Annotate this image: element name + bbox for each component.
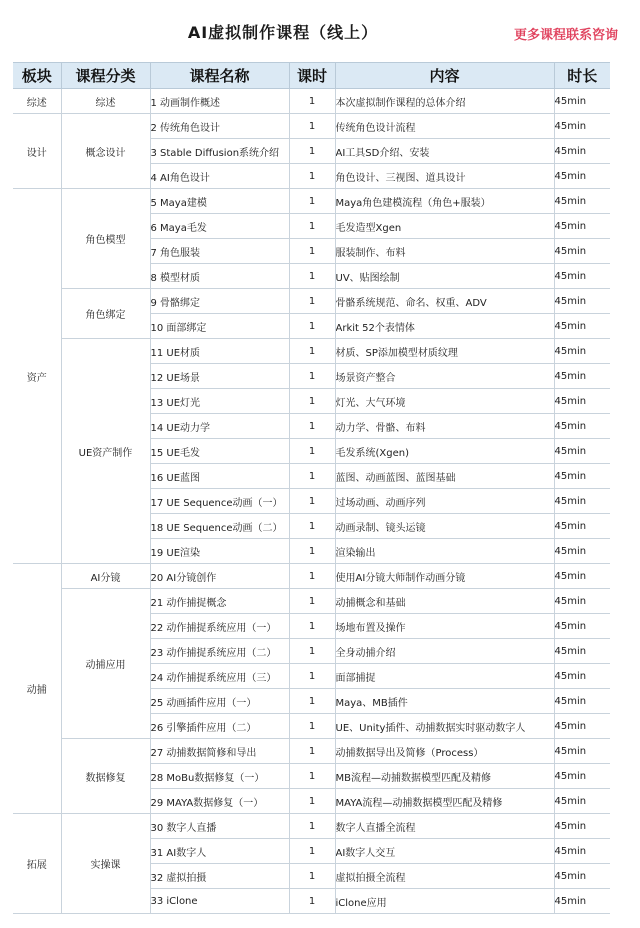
duration-cell: 45min — [554, 514, 610, 539]
content-cell: 灯光、大气环境 — [335, 389, 554, 414]
hours-cell: 1 — [289, 164, 335, 189]
course-name-cell: 13 UE灯光 — [150, 389, 289, 414]
table-row — [13, 339, 610, 364]
course-name-cell: 10 面部绑定 — [150, 314, 289, 339]
duration-cell: 45min — [554, 89, 610, 114]
table-row — [13, 114, 610, 139]
duration-cell: 45min — [554, 614, 610, 639]
course-name-cell: 1 动画制作概述 — [150, 89, 289, 114]
section-cell: 拓展 — [13, 814, 61, 914]
course-name-cell: 3 Stable Diffusion系统介绍 — [150, 139, 289, 164]
duration-cell: 45min — [554, 189, 610, 214]
content-cell: 动捕概念和基础 — [335, 589, 554, 614]
content-cell: 材质、SP添加模型材质纹理 — [335, 339, 554, 364]
hours-cell: 1 — [289, 414, 335, 439]
section-cell: 设计 — [13, 114, 61, 189]
header-hours: 课时 — [289, 63, 335, 89]
hours-cell: 1 — [289, 489, 335, 514]
content-cell: 毛发系统(Xgen) — [335, 439, 554, 464]
course-name-cell: 25 动画插件应用（一） — [150, 689, 289, 714]
course-name-cell: 31 AI数字人 — [150, 839, 289, 864]
category-cell: 数据修复 — [61, 739, 150, 814]
hours-cell: 1 — [289, 689, 335, 714]
hours-cell: 1 — [289, 364, 335, 389]
content-cell: MB流程—动捕数据模型匹配及精修 — [335, 764, 554, 789]
hours-cell: 1 — [289, 214, 335, 239]
content-cell: 本次虚拟制作课程的总体介绍 — [335, 89, 554, 114]
hours-cell: 1 — [289, 714, 335, 739]
duration-cell: 45min — [554, 339, 610, 364]
content-cell: UE、Unity插件、动捕数据实时驱动数字人 — [335, 714, 554, 739]
duration-cell: 45min — [554, 814, 610, 839]
content-cell: 虚拟拍摄全流程 — [335, 864, 554, 889]
hours-cell: 1 — [289, 239, 335, 264]
duration-cell: 45min — [554, 314, 610, 339]
hours-cell: 1 — [289, 614, 335, 639]
table-row — [13, 814, 610, 839]
content-cell: Maya、MB插件 — [335, 689, 554, 714]
course-name-cell: 23 动作捕捉系统应用（二） — [150, 639, 289, 664]
course-name-cell: 7 角色服装 — [150, 239, 289, 264]
course-name-cell: 24 动作捕捉系统应用（三） — [150, 664, 289, 689]
duration-cell: 45min — [554, 414, 610, 439]
content-cell: 毛发造型Xgen — [335, 214, 554, 239]
header-duration: 时长 — [554, 63, 610, 89]
hours-cell: 1 — [289, 264, 335, 289]
content-cell: 全身动捕介绍 — [335, 639, 554, 664]
duration-cell: 45min — [554, 714, 610, 739]
hours-cell: 1 — [289, 464, 335, 489]
duration-cell: 45min — [554, 114, 610, 139]
duration-cell: 45min — [554, 164, 610, 189]
table-row — [13, 89, 610, 114]
hours-cell: 1 — [289, 339, 335, 364]
content-cell: 过场动画、动画序列 — [335, 489, 554, 514]
duration-cell: 45min — [554, 739, 610, 764]
duration-cell: 45min — [554, 289, 610, 314]
hours-cell: 1 — [289, 289, 335, 314]
content-cell: 面部捕捉 — [335, 664, 554, 689]
category-cell: AI分镜 — [61, 564, 150, 589]
content-cell: iClone应用 — [335, 889, 554, 914]
course-name-cell: 32 虚拟拍摄 — [150, 864, 289, 889]
hours-cell: 1 — [289, 139, 335, 164]
course-name-cell: 8 模型材质 — [150, 264, 289, 289]
content-cell: Arkit 52个表情体 — [335, 314, 554, 339]
duration-cell: 45min — [554, 689, 610, 714]
course-table-body — [13, 89, 610, 914]
course-name-cell: 17 UE Sequence动画（一） — [150, 489, 289, 514]
course-name-cell: 6 Maya毛发 — [150, 214, 289, 239]
category-cell: 概念设计 — [61, 114, 150, 189]
duration-cell: 45min — [554, 214, 610, 239]
content-cell: 骨骼系统规范、命名、权重、ADV — [335, 289, 554, 314]
duration-cell: 45min — [554, 464, 610, 489]
header-course-name: 课程名称 — [150, 63, 289, 89]
table-header-row — [13, 63, 610, 89]
hours-cell: 1 — [289, 889, 335, 914]
header-content: 内容 — [335, 63, 554, 89]
content-cell: 数字人直播全流程 — [335, 814, 554, 839]
duration-cell: 45min — [554, 139, 610, 164]
content-cell: 场景资产整合 — [335, 364, 554, 389]
content-cell: 动画录制、镜头运镜 — [335, 514, 554, 539]
course-name-cell: 30 数字人直播 — [150, 814, 289, 839]
hours-cell: 1 — [289, 114, 335, 139]
header-section: 板块 — [13, 63, 61, 89]
duration-cell: 45min — [554, 364, 610, 389]
content-cell: 动捕数据导出及简修（Process） — [335, 739, 554, 764]
course-table — [13, 62, 610, 914]
section-cell: 资产 — [13, 189, 61, 564]
category-cell: 角色绑定 — [61, 289, 150, 339]
content-cell: 使用AI分镜大师制作动画分镜 — [335, 564, 554, 589]
table-row — [13, 564, 610, 589]
header-category: 课程分类 — [61, 63, 150, 89]
duration-cell: 45min — [554, 389, 610, 414]
category-cell: 综述 — [61, 89, 150, 114]
duration-cell: 45min — [554, 564, 610, 589]
course-name-cell: 14 UE动力学 — [150, 414, 289, 439]
course-name-cell: 2 传统角色设计 — [150, 114, 289, 139]
course-name-cell: 21 动作捕捉概念 — [150, 589, 289, 614]
duration-cell: 45min — [554, 489, 610, 514]
table-row — [13, 289, 610, 314]
course-name-cell: 33 iClone — [150, 889, 289, 914]
duration-cell: 45min — [554, 664, 610, 689]
course-name-cell: 9 骨骼绑定 — [150, 289, 289, 314]
table-row — [13, 589, 610, 614]
hours-cell: 1 — [289, 439, 335, 464]
hours-cell: 1 — [289, 189, 335, 214]
section-cell: 动捕 — [13, 564, 61, 814]
hours-cell: 1 — [289, 389, 335, 414]
course-name-cell: 22 动作捕捉系统应用（一） — [150, 614, 289, 639]
duration-cell: 45min — [554, 839, 610, 864]
hours-cell: 1 — [289, 739, 335, 764]
duration-cell: 45min — [554, 239, 610, 264]
hours-cell: 1 — [289, 839, 335, 864]
duration-cell: 45min — [554, 889, 610, 914]
page-title: AI虚拟制作课程（线上） — [187, 23, 379, 42]
hours-cell: 1 — [289, 764, 335, 789]
content-cell: 服装制作、布料 — [335, 239, 554, 264]
table-row — [13, 189, 610, 214]
duration-cell: 45min — [554, 639, 610, 664]
category-cell: 实操课 — [61, 814, 150, 914]
course-name-cell: 18 UE Sequence动画（二） — [150, 514, 289, 539]
hours-cell: 1 — [289, 664, 335, 689]
duration-cell: 45min — [554, 864, 610, 889]
content-cell: AI数字人交互 — [335, 839, 554, 864]
course-name-cell: 19 UE渲染 — [150, 539, 289, 564]
more-courses-link[interactable]: 更多课程联系咨询 — [513, 28, 618, 43]
course-name-cell: 28 MoBu数据修复（一） — [150, 764, 289, 789]
hours-cell: 1 — [289, 814, 335, 839]
category-cell: UE资产制作 — [61, 339, 150, 564]
course-name-cell: 12 UE场景 — [150, 364, 289, 389]
category-cell: 角色模型 — [61, 189, 150, 289]
content-cell: 场地布置及操作 — [335, 614, 554, 639]
duration-cell: 45min — [554, 589, 610, 614]
hours-cell: 1 — [289, 314, 335, 339]
course-name-cell: 15 UE毛发 — [150, 439, 289, 464]
duration-cell: 45min — [554, 764, 610, 789]
hours-cell: 1 — [289, 789, 335, 814]
course-name-cell: 27 动捕数据简修和导出 — [150, 739, 289, 764]
hours-cell: 1 — [289, 564, 335, 589]
content-cell: Maya角色建模流程（角色+服装） — [335, 189, 554, 214]
hours-cell: 1 — [289, 89, 335, 114]
hours-cell: 1 — [289, 639, 335, 664]
course-name-cell: 26 引擎插件应用（二） — [150, 714, 289, 739]
content-cell: AI工具SD介绍、安装 — [335, 139, 554, 164]
hours-cell: 1 — [289, 589, 335, 614]
hours-cell: 1 — [289, 539, 335, 564]
course-name-cell: 16 UE蓝图 — [150, 464, 289, 489]
content-cell: 蓝图、动画蓝图、蓝图基础 — [335, 464, 554, 489]
course-name-cell: 29 MAYA数据修复（一） — [150, 789, 289, 814]
section-cell: 综述 — [13, 89, 61, 114]
content-cell: 动力学、骨骼、布料 — [335, 414, 554, 439]
table-row — [13, 739, 610, 764]
content-cell: 角色设计、三视图、道具设计 — [335, 164, 554, 189]
course-name-cell: 4 AI角色设计 — [150, 164, 289, 189]
content-cell: 渲染输出 — [335, 539, 554, 564]
category-cell: 动捕应用 — [61, 589, 150, 739]
content-cell: 传统角色设计流程 — [335, 114, 554, 139]
course-name-cell: 11 UE材质 — [150, 339, 289, 364]
duration-cell: 45min — [554, 264, 610, 289]
hours-cell: 1 — [289, 514, 335, 539]
hours-cell: 1 — [289, 864, 335, 889]
course-name-cell: 20 AI分镜创作 — [150, 564, 289, 589]
duration-cell: 45min — [554, 439, 610, 464]
course-name-cell: 5 Maya建模 — [150, 189, 289, 214]
duration-cell: 45min — [554, 789, 610, 814]
duration-cell: 45min — [554, 539, 610, 564]
content-cell: UV、贴图绘制 — [335, 264, 554, 289]
content-cell: MAYA流程—动捕数据模型匹配及精修 — [335, 789, 554, 814]
